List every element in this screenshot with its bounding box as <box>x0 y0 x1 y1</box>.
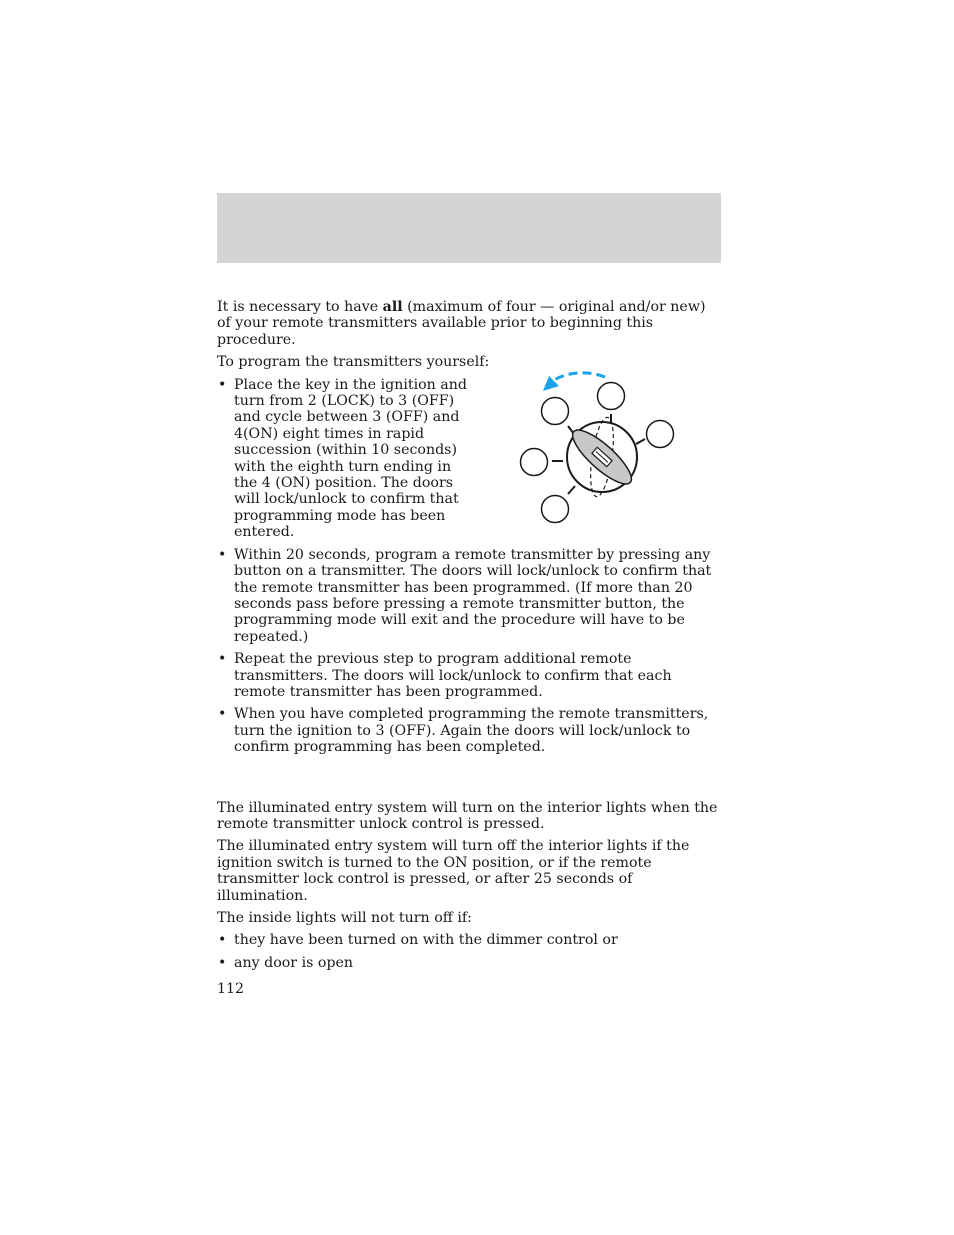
step-3-text: Repeat the previous step to program additional remote transmitters. The doors will lock/unlock to confirm that each remote transmitter has been programmed. <box>234 651 672 700</box>
tick-bottom <box>568 486 575 494</box>
step-1 <box>217 377 474 541</box>
intro-paragraph <box>217 299 723 348</box>
ignition-switch-illustration <box>515 366 675 526</box>
bullet-dot: • <box>218 706 227 723</box>
bullet-dot: • <box>218 932 227 949</box>
section-gap <box>217 762 723 800</box>
step-4-text: When you have completed programming the remote transmitters, turn the ignition to 3 (OFF). Again the doors will lock/unlock to confirm programming has been completed. <box>234 706 709 756</box>
step-4 <box>217 706 723 755</box>
position-circle-left <box>521 449 548 476</box>
step-2 <box>217 547 723 645</box>
lights-condition-2 <box>217 955 723 971</box>
lights-condition-1-text: they have been turned on with the dimmer control or <box>234 932 618 949</box>
intro-text-end: (maximum of four — original and/or new) of your remote transmitters available prior to beginning this procedure. <box>217 299 706 348</box>
bullet-dot: • <box>218 651 227 668</box>
position-circle-upper-left <box>542 398 569 425</box>
lights-condition-1 <box>217 932 723 948</box>
bullet-dot: • <box>218 376 227 393</box>
position-circle-bottom <box>542 496 569 523</box>
intro-bold-all: all <box>382 299 403 315</box>
step-3 <box>217 651 723 700</box>
ignition-switch-diagram <box>515 366 675 526</box>
intro-text-start: It is necessary to have <box>217 299 383 315</box>
step-1-text: Place the key in the ignition and turn from 2 (LOCK) to 3 (OFF) and cycle between 3 (OFF) and 4(ON) eight times in rapid succession (within 10 seconds) with the eighth turn ending in the 4 (ON) position. The doors will lock/unlock to confirm that programming mode has been entered. <box>234 376 467 541</box>
tick-right <box>636 439 645 444</box>
rotation-arrow-icon <box>551 373 605 382</box>
section-header-bar <box>217 193 721 263</box>
illuminated-paragraph-1: The illuminated entry system will turn on the interior lights when the remote transmitter unlock control is pressed. <box>217 799 718 832</box>
step-2-text: Within 20 seconds, program a remote transmitter by pressing any button on a transmitter. The doors will lock/unlock to confirm that the remote transmitter has been programmed. (If more than 20 seconds pass before pressing a remote transmitter button, the programming mode will exit and the procedure will have to be repeated.) <box>234 546 712 645</box>
page-number: 112 <box>217 981 245 997</box>
illuminated-paragraph-3: The inside lights will not turn off if: <box>217 910 472 926</box>
position-circle-top <box>598 383 625 410</box>
position-circle-right <box>647 421 674 448</box>
bullet-dot: • <box>218 546 227 563</box>
bullet-dot: • <box>218 954 227 971</box>
program-intro: To program the transmitters yourself: <box>217 354 490 371</box>
lights-condition-2-text: any door is open <box>234 954 354 971</box>
illuminated-paragraph-2: The illuminated entry system will turn off the interior lights if the ignition switch is turned to the ON position, or if the remote transmitter lock control is pressed, or after 25 seconds of illumination. <box>217 838 690 904</box>
